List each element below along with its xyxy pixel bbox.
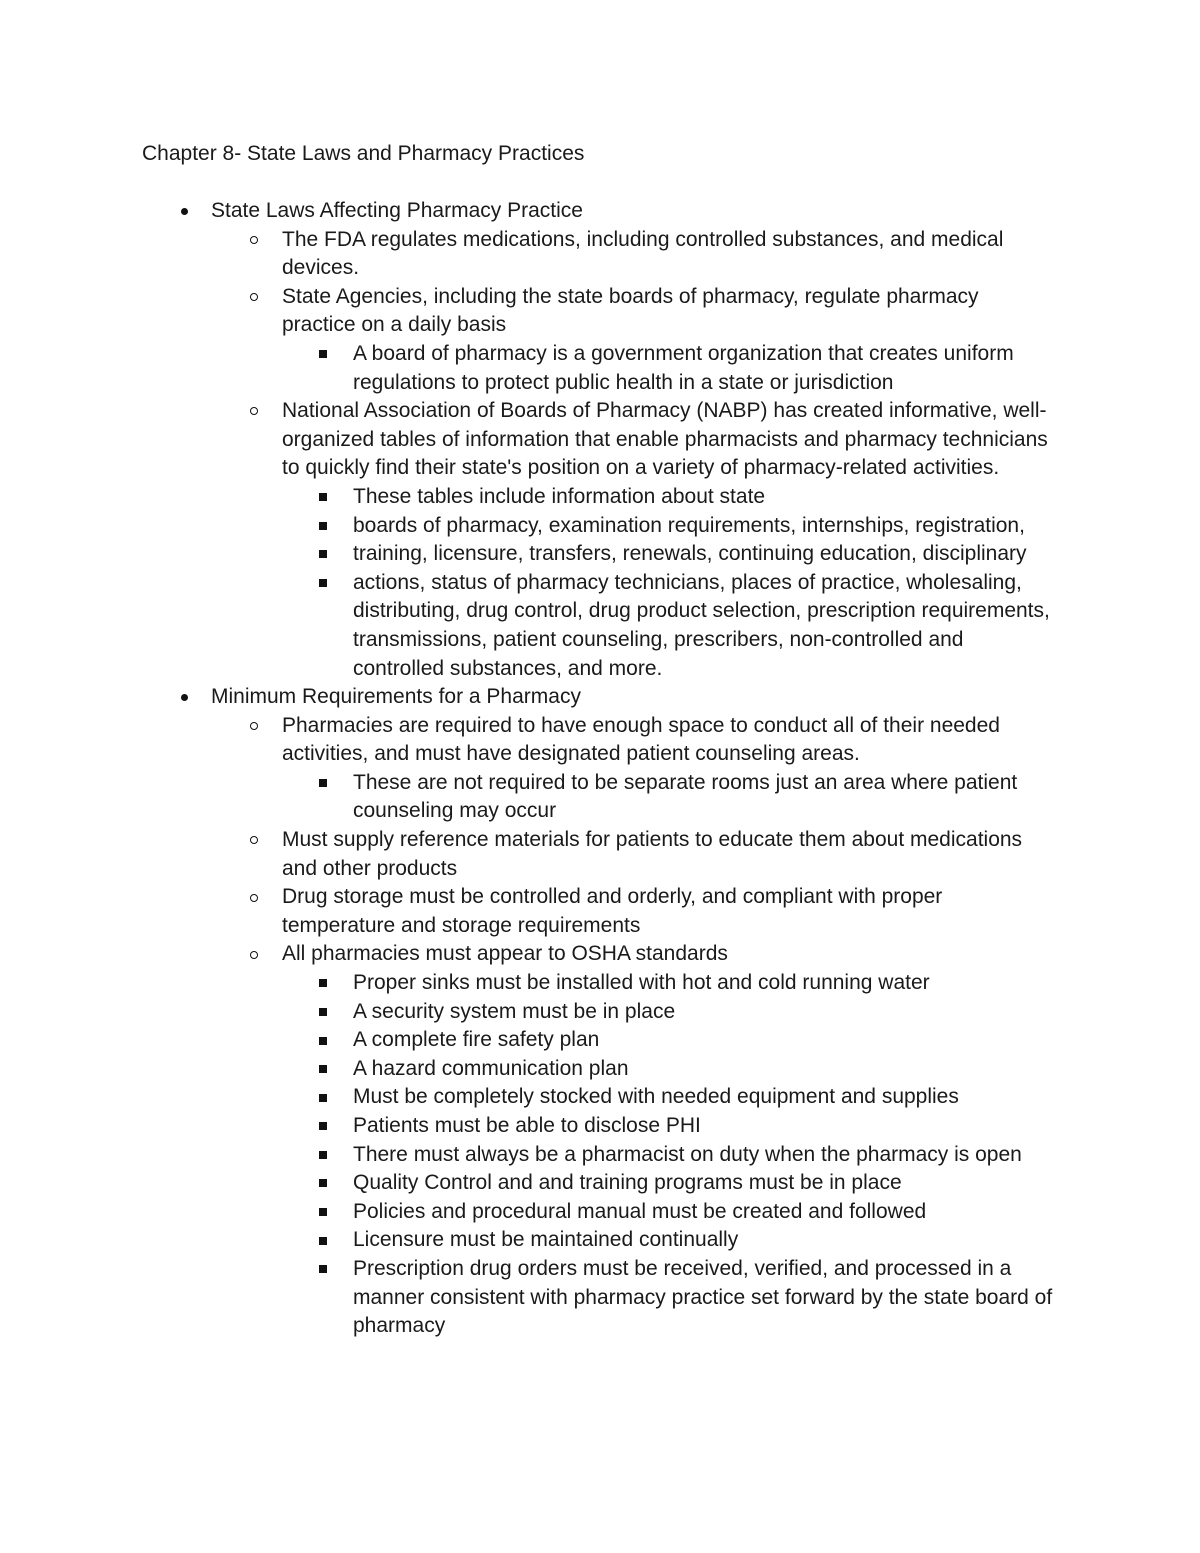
list-item-level-3: [0, 340, 1053, 397]
list-item-level-2: [0, 883, 1052, 940]
list-item-level-2: [0, 712, 1052, 769]
list-item-text: boards of pharmacy, examination requirements, internships, registration,: [353, 513, 1025, 537]
bullet-square-icon: [316, 569, 330, 598]
bullet-square-icon: [316, 1026, 330, 1055]
list-item-level-3: [0, 769, 1053, 826]
list-item-text: These are not required to be separate rooms just an area where patient counseling may occur: [353, 770, 1018, 823]
bullet-square-icon: [316, 769, 330, 798]
list-item-level-2: [0, 940, 1052, 969]
bullet-square-icon: [316, 540, 330, 569]
bullet-circle-icon: [247, 712, 261, 741]
list-item-level-3: [0, 1226, 1053, 1255]
bullet-circle-icon: [247, 226, 261, 255]
list-item-level-2: [0, 283, 1052, 340]
bullet-circle-icon: [247, 283, 261, 312]
list-item-level-3: [0, 998, 1053, 1027]
list-item-text: All pharmacies must appear to OSHA standards: [282, 942, 728, 966]
bullet-square-icon: [316, 1141, 330, 1170]
bullet-square-icon: [316, 1112, 330, 1141]
bullet-square-icon: [316, 340, 330, 369]
list-item-level-3: [0, 569, 1053, 683]
list-item-text: Prescription drug orders must be received, verified, and processed in a manner consistent with pharmacy practice set forward by the state board of pharmacy: [353, 1256, 1053, 1338]
outline-list: [0, 197, 1200, 1341]
page-title: Chapter 8- State Laws and Pharmacy Practices: [142, 142, 585, 165]
bullet-circle-icon: [247, 883, 261, 912]
list-item-level-3: [0, 540, 1053, 569]
bullet-circle-icon: [247, 826, 261, 855]
bullet-square-icon: [316, 1083, 330, 1112]
list-item-level-1: [0, 197, 1051, 226]
list-item-text: actions, status of pharmacy technicians, places of practice, wholesaling, distributing, drug control, drug product selection, prescription requirements, transmissions, patient counseling, prescribers, non-controlled and controlled substances, and more.: [353, 570, 1050, 680]
list-item-text: Drug storage must be controlled and orderly, and compliant with proper temperature and storage requirements: [282, 885, 943, 937]
list-item-level-3: [0, 1169, 1053, 1198]
list-item-level-3: [0, 1198, 1053, 1227]
list-item-text: Must be completely stocked with needed equipment and supplies: [353, 1085, 959, 1109]
list-item-level-1: [0, 683, 1051, 712]
list-item-text: State Laws Affecting Pharmacy Practice: [211, 199, 583, 222]
bullet-square-icon: [316, 1226, 330, 1255]
list-item-level-2: [0, 397, 1052, 483]
list-item-text: Policies and procedural manual must be created and followed: [353, 1199, 927, 1223]
list-item-text: A board of pharmacy is a government organization that creates uniform regulations to protect public health in a state or jurisdiction: [353, 341, 1014, 394]
bullet-square-icon: [316, 512, 330, 541]
list-item-text: The FDA regulates medications, including controlled substances, and medical devices.: [282, 227, 1004, 280]
list-item-text: A security system must be in place: [353, 999, 676, 1023]
list-item-level-2: [0, 226, 1052, 283]
bullet-square-icon: [316, 483, 330, 512]
list-item-text: A complete fire safety plan: [353, 1028, 600, 1052]
list-item-text: Must supply reference materials for patients to educate them about medications and other products: [282, 828, 1023, 880]
bullet-square-icon: [316, 969, 330, 998]
bullet-circle-icon: [247, 940, 261, 969]
list-item-level-3: [0, 1112, 1053, 1141]
bullet-square-icon: [316, 1169, 330, 1198]
list-item-text: State Agencies, including the state boards of pharmacy, regulate pharmacy practice on a daily basis: [282, 284, 979, 337]
list-item-text: Proper sinks must be installed with hot and cold running water: [353, 971, 930, 995]
list-item-text: training, licensure, transfers, renewals, continuing education, disciplinary: [353, 542, 1027, 566]
list-item-text: Pharmacies are required to have enough space to conduct all of their needed activities, and must have designated patient counseling areas.: [282, 713, 1000, 766]
list-item-text: A hazard communication plan: [353, 1056, 629, 1080]
bullet-circle-icon: [247, 397, 261, 426]
bullet-dot-icon: [177, 197, 191, 226]
list-item-level-3: [0, 483, 1053, 512]
list-item-level-3: [0, 1026, 1053, 1055]
list-item-level-3: [0, 1141, 1053, 1170]
bullet-square-icon: [316, 1255, 330, 1284]
list-item-text: Quality Control and and training programs must be in place: [353, 1171, 902, 1195]
list-item-level-3: [0, 1055, 1053, 1084]
bullet-square-icon: [316, 1198, 330, 1227]
bullet-square-icon: [316, 1055, 330, 1084]
list-item-level-2: [0, 826, 1052, 883]
list-item-text: National Association of Boards of Pharmacy (NABP) has created informative, well-organized tables of information that enable pharmacists and pharmacy technicians to quickly find their state's position on a variety of pharmacy-related activities.: [282, 399, 1048, 480]
list-item-text: There must always be a pharmacist on duty when the pharmacy is open: [353, 1142, 1022, 1166]
list-item-text: These tables include information about state: [353, 484, 766, 508]
list-item-level-3: [0, 1083, 1053, 1112]
list-item-text: Licensure must be maintained continually: [353, 1228, 739, 1252]
list-item-level-3: [0, 969, 1053, 998]
list-item-level-3: [0, 512, 1053, 541]
bullet-dot-icon: [177, 683, 191, 712]
list-item-text: Minimum Requirements for a Pharmacy: [211, 685, 581, 709]
bullet-square-icon: [316, 998, 330, 1027]
list-item-text: Patients must be able to disclose PHI: [353, 1114, 701, 1137]
list-item-level-3: [0, 1255, 1053, 1341]
